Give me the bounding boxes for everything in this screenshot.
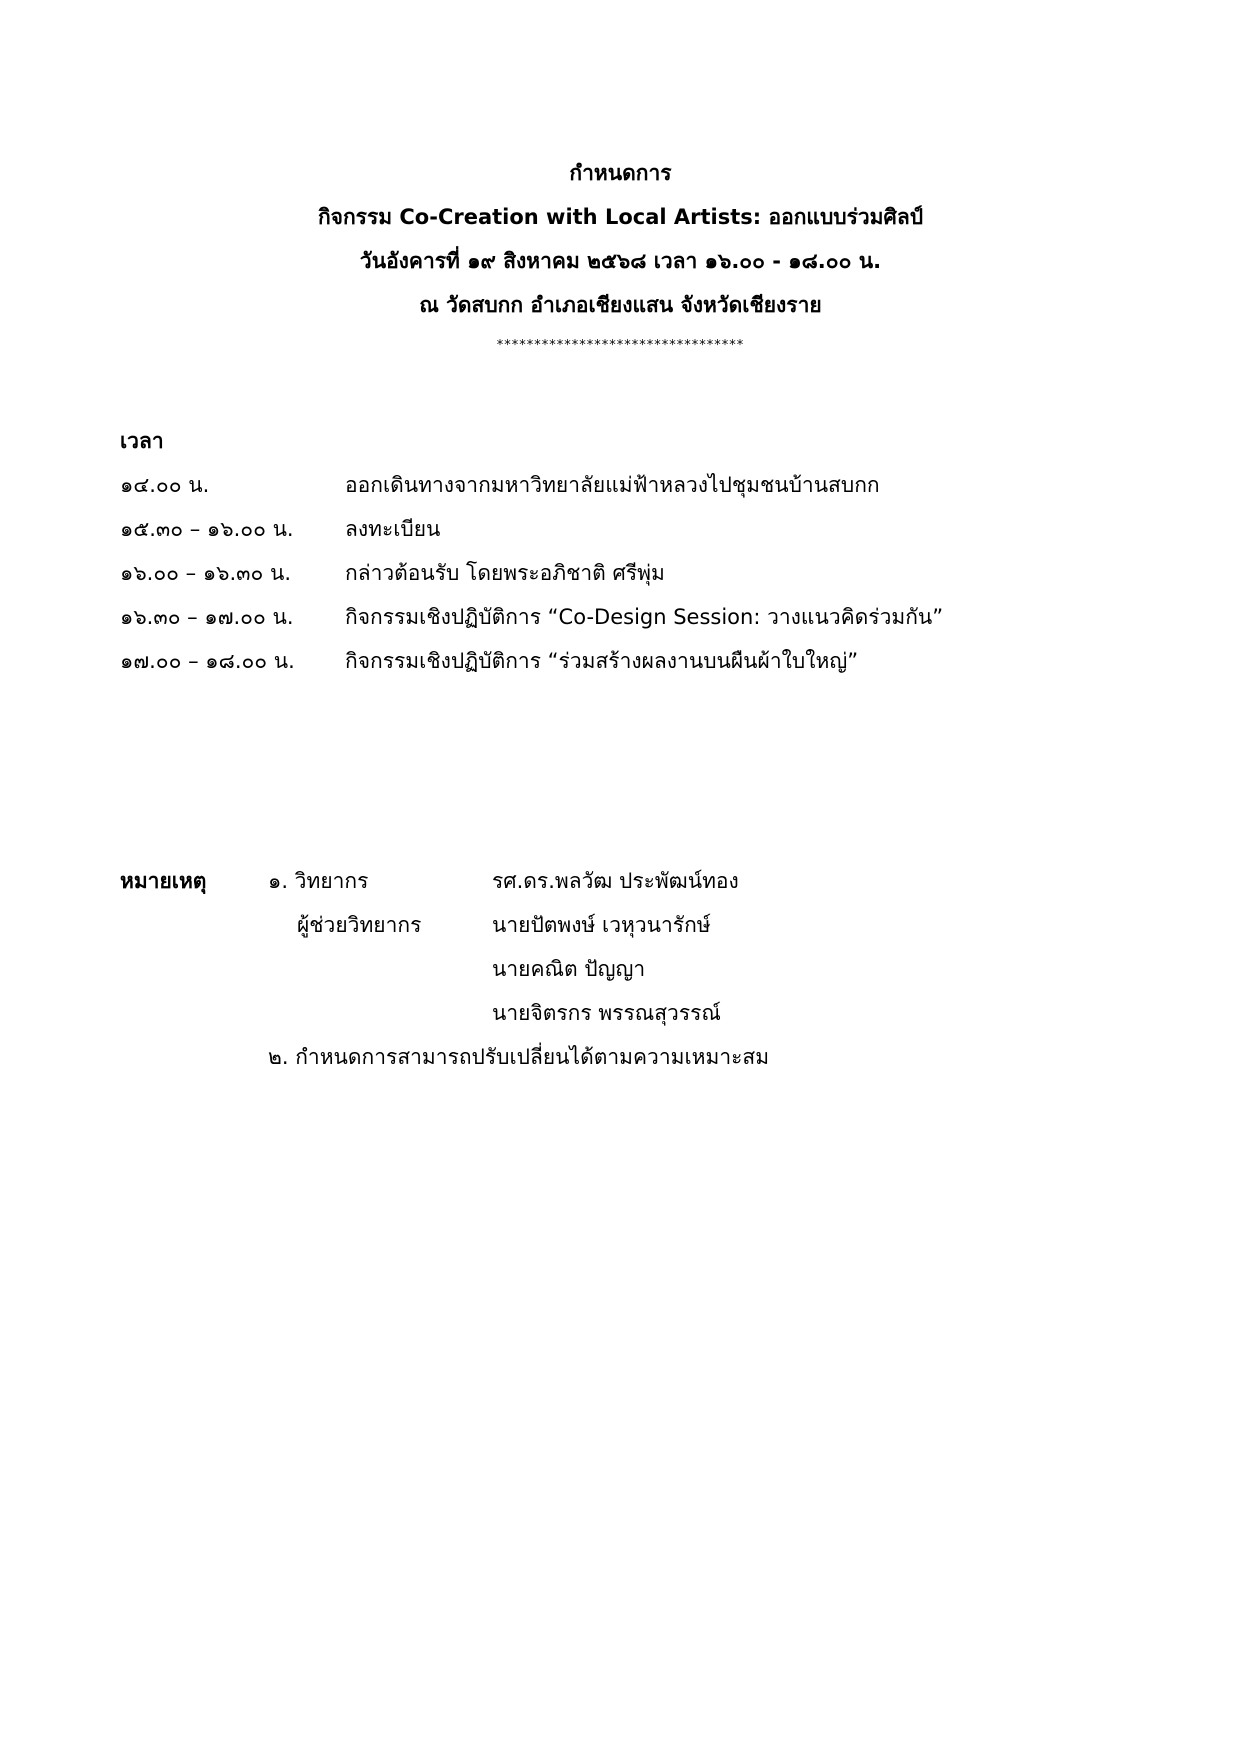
schedule-activity: ลงทะเบียน — [345, 517, 441, 541]
schedule-activity: กิจกรรมเชิงปฏิบัติการ “ร่วมสร้างผลงานบนผืนผ้าใบใหญ่” — [345, 649, 859, 673]
note-speaker-name: รศ.ดร.พลวัฒ ประพัฒน์ทอง — [492, 869, 739, 893]
note-schedule-change: ๒. กำหนดการสามารถปรับเปลี่ยนได้ตามความเหมาะสม — [268, 1045, 770, 1069]
schedule-time: ๑๔.๐๐ น. — [120, 473, 210, 497]
schedule-activity: กิจกรรมเชิงปฏิบัติการ “Co-Design Session: วางแนวคิดร่วมกัน” — [345, 605, 944, 629]
note-speaker-label: ๑. วิทยากร — [268, 869, 369, 893]
note-assistant-name: นายจิตรกร พรรณสุวรรณ์ — [492, 1001, 721, 1025]
schedule-time: ๑๖.๓๐ – ๑๗.๐๐ น. — [120, 605, 294, 629]
separator-stars: ********************************* — [496, 338, 745, 353]
schedule-time: ๑๖.๐๐ – ๑๖.๓๐ น. — [120, 561, 292, 585]
schedule-activity: กล่าวต้อนรับ โดยพระอภิชาติ ศรีพุ่ม — [345, 561, 665, 585]
note-assistant-label: ผู้ช่วยวิทยากร — [297, 913, 422, 937]
notes-heading: หมายเหตุ — [120, 869, 207, 893]
event-date: วันอังคารที่ ๑๙ สิงหาคม ๒๕๖๘ เวลา ๑๖.๐๐ - ๑๘.๐๐ น. — [359, 249, 882, 273]
event-name: กิจกรรม Co-Creation with Local Artists: ออกแบบร่วมศิลป์ — [317, 205, 924, 229]
event-venue: ณ วัดสบกก อำเภอเชียงแสน จังหวัดเชียงราย — [419, 293, 822, 317]
schedule-activity: ออกเดินทางจากมหาวิทยาลัยแม่ฟ้าหลวงไปชุมชนบ้านสบกก — [345, 473, 880, 497]
schedule-heading: เวลา — [120, 429, 164, 453]
note-assistant-name: นายปัตพงษ์ เวหุวนารักษ์ — [492, 913, 711, 937]
note-assistant-name: นายคณิต ปัญญา — [492, 957, 646, 981]
schedule-time: ๑๗.๐๐ – ๑๘.๐๐ น. — [120, 649, 295, 673]
document-title: กำหนดการ — [569, 161, 672, 185]
schedule-time: ๑๕.๓๐ – ๑๖.๐๐ น. — [120, 517, 294, 541]
